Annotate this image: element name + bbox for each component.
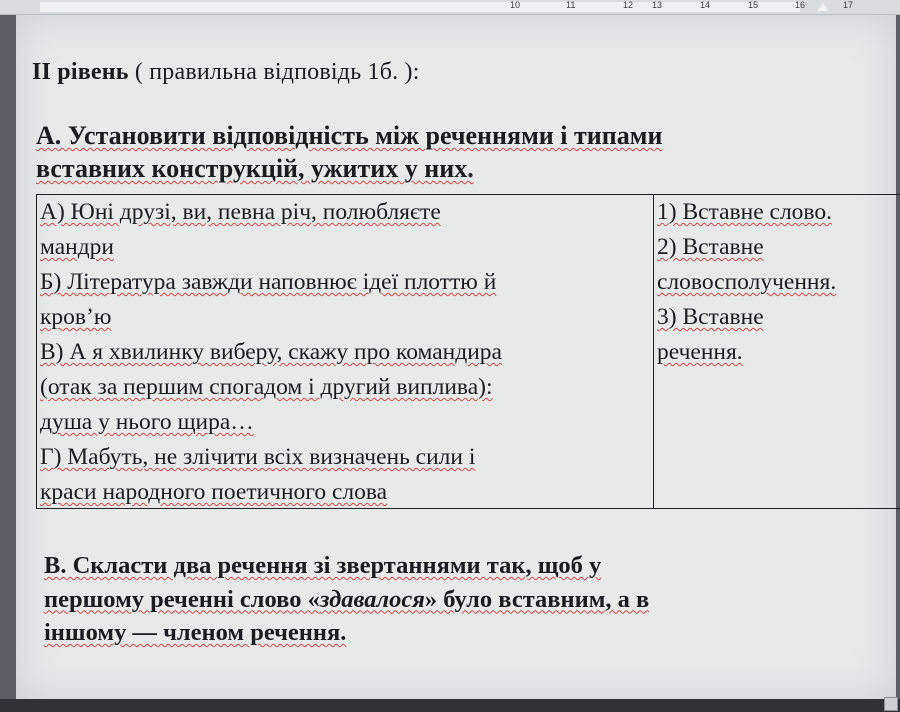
- ruler-tick-14: 14: [700, 0, 711, 10]
- ruler-tick-16: 16: [795, 0, 806, 10]
- ruler-tick-13: 13: [652, 0, 663, 10]
- sentence-line: краси народного поетичного слова: [40, 479, 388, 505]
- view-toggle-icon[interactable]: [884, 697, 898, 711]
- level-title-rest: ( правильна відповідь 1б. ):: [128, 59, 420, 85]
- task-b-heading: [44, 549, 844, 650]
- right-indent-marker-icon[interactable]: [817, 3, 829, 11]
- sentence-line: В) А я хвилинку виберу, скажу про командира: [40, 339, 502, 365]
- sentence-line: кров’ю: [40, 304, 112, 330]
- task-b-line-3: іншому — членом речення.: [44, 619, 347, 646]
- sentence-line: мандри: [40, 234, 114, 260]
- task-b-keyword: здавалося: [319, 585, 425, 613]
- ruler-text-area: [40, 2, 800, 12]
- task-a-line-2: вставних конструкцій, ужитих у них.: [36, 154, 474, 183]
- type-line: словосполучення.: [657, 269, 837, 295]
- document-page[interactable]: [16, 15, 896, 699]
- sentence-line: А) Юні друзі, ви, певна річ, полюбляєте: [40, 199, 441, 225]
- task-b-line-2: [44, 583, 844, 617]
- sentences-column: [37, 195, 654, 508]
- types-column: [654, 195, 900, 508]
- task-b-line-1: В. Скласти два речення зі звертаннями так, щоб у: [44, 552, 602, 579]
- sentence-line: (отак за першим спогадом і другий виплива):: [40, 374, 493, 400]
- sentence-line: Б) Література завжди наповнює ідеї плоттю й: [40, 269, 497, 295]
- type-line: 2) Вставне: [657, 234, 764, 260]
- ruler-tick-10: 10: [510, 0, 521, 10]
- type-line: 1) Вставне слово.: [657, 199, 832, 225]
- ruler-tick-15: 15: [748, 0, 759, 10]
- sentence-line: Г) Мабуть, не злічити всіх визначень сили і: [40, 444, 476, 470]
- ruler-tick-11: 11: [566, 0, 576, 10]
- sentence-line: душа у нього щира…: [40, 409, 254, 435]
- matching-table: [36, 194, 900, 509]
- ruler-tick-12: 12: [623, 0, 634, 10]
- horizontal-ruler[interactable]: [0, 0, 900, 15]
- task-a-heading: [36, 119, 796, 185]
- task-b-line-2-start: першому реченні слово «: [44, 585, 320, 613]
- level-title: [32, 59, 420, 86]
- task-b-line-2-end: » було вставним, а в: [424, 585, 650, 613]
- type-line: 3) Вставне: [657, 304, 764, 330]
- type-line: речення.: [657, 339, 743, 365]
- level-title-bold: II рівень: [32, 59, 129, 85]
- status-bar: [0, 699, 900, 712]
- task-a-line-1: А. Установити відповідність між реченнями і типами: [36, 121, 663, 150]
- ruler-tick-17: 17: [843, 0, 854, 10]
